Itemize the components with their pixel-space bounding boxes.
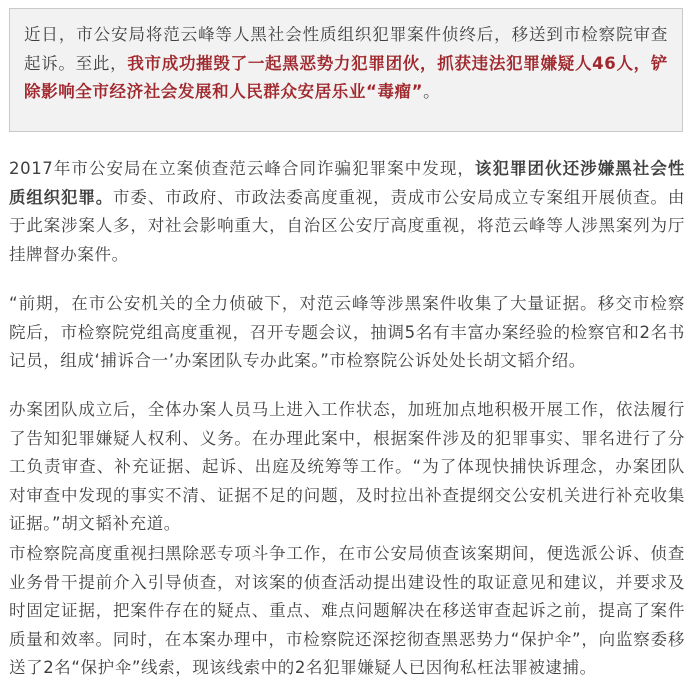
article-paragraph-1 bbox=[9, 155, 685, 269]
article-paragraph-2: “前期，在市公安机关的全力侦破下，对范云峰等涉黑案件收集了大量证据。移交市检察院后，市检察院党组高度重视，召开专题会议，抽调5名有丰富办案经验的检察官和2名书记员，组成‘捕诉合一’办案团队专办此案。”市检察院公诉处处长胡文韬介绍。 bbox=[9, 294, 685, 370]
paragraph-1-bold-text: 该犯罪团伙还涉嫌黑社会性质组织犯罪。 bbox=[9, 159, 685, 207]
paragraph-1-text-a: 2017年市公安局在立案侦查范云峰合同诈骗犯罪案中发现， bbox=[9, 159, 475, 178]
lead-end-text: 。 bbox=[423, 82, 441, 101]
article-paragraph-3: 办案团队成立后，全体办案人员马上进入工作状态，加班加点地积极开展工作，依法履行了告知犯罪嫌疑人权利、义务。在办理此案中，根据案件涉及的犯罪事实、罪名进行了分工负责审查、补充证据、起诉、出庭及统筹等工作。“为了体现快捕快诉理念，办案团队对审查中发现的事实不清、证据不足的问题，及时拉出补查提纲交公安机关进行补充收集证据。”胡文韬补充道。 bbox=[9, 400, 685, 533]
lead-summary-box bbox=[9, 8, 683, 132]
lead-highlight-text: 我市成功摧毁了一起黑恶势力犯罪团伙，抓获违法犯罪嫌疑人46人，铲除影响全市经济社会发展和人民群众安居乐业“毒瘤” bbox=[24, 53, 668, 101]
lead-text: 近日，市公安局将范云峰等人黑社会性质组织犯罪案件侦终后，移送到市检察院审查起诉。至此， bbox=[24, 25, 668, 73]
article-paragraph-4: 市检察院高度重视扫黑除恶专项斗争工作，在市公安局侦查该案期间，便选派公诉、侦查业务骨干提前介入引导侦查，对该案的侦查活动提出建设性的取证意见和建议，并要求及时固定证据，把案件存在的疑点、重点、难点问题解决在移送审查起诉之前，提高了案件质量和效率。同时，在本案办理中，市检察院还深挖彻查黑恶势力“保护伞”，向监察委移送了2名“保护伞”线索，现该线索中的2名犯罪嫌疑人已因徇私枉法罪被逮捕。 bbox=[9, 544, 685, 677]
paragraph-1-text-b: 市委、市政府、市政法委高度重视，责成市公安局成立专案组开展侦查。由于此案涉案人多，对社会影响重大，自治区公安厅高度重视，将范云峰等人涉黑案列为厅挂牌督办案件。 bbox=[9, 187, 685, 264]
